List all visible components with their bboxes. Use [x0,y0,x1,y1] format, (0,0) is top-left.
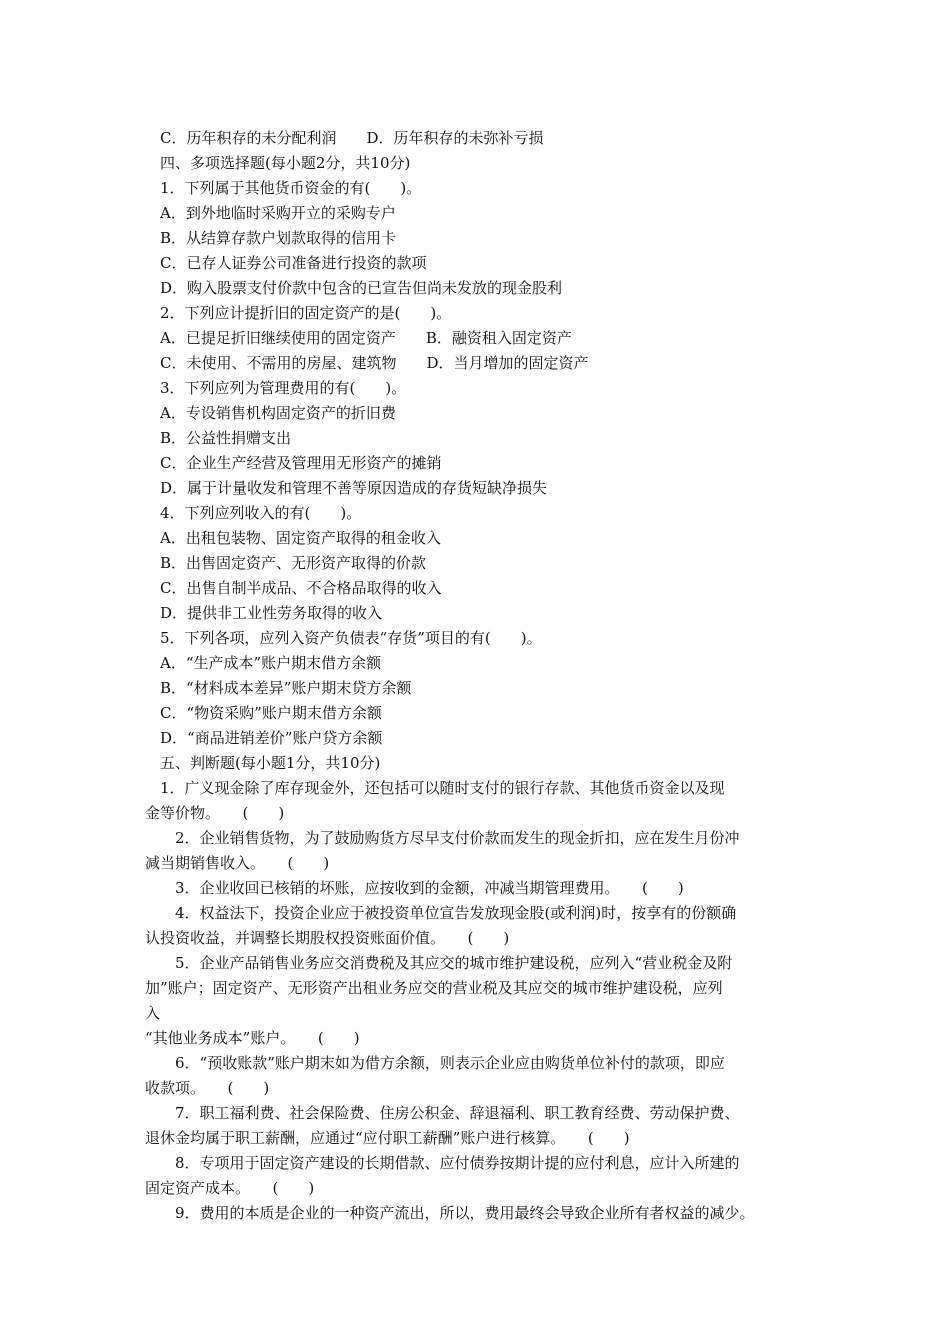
option: D．属于计量收发和管理不善等原因造成的存货短缺净损失 [160,479,548,497]
option: B．公益性捐赠支出 [160,429,292,447]
option: C．已存人证券公司准备进行投资的款项 [160,254,427,272]
statement-continued: 退休金均属于职工薪酬，应通过“应付职工薪酬”账户进行核算。 ( ) [145,1129,630,1147]
statement-continued: 减当期销售收入。 ( ) [145,854,330,872]
option: C．未使用、不需用的房屋、建筑物 D．当月增加的固定资产 [160,354,589,372]
option: D．购入股票支付价款中包含的已宣告但尚未发放的现金股利 [160,279,563,297]
question: 3．下列应列为管理费用的有( )。 [160,379,407,397]
option: A．已提足折旧继续使用的固定资产 B．融资租入固定资产 [160,329,572,347]
statement: 9．费用的本质是企业的一种资产流出，所以，费用最终会导致企业所有者权益的减少。 [175,1204,755,1222]
question: 1．下列属于其他货币资金的有( )。 [160,179,422,197]
option: C．企业生产经营及管理用无形资产的摊销 [160,454,442,472]
option: A．到外地临时采购开立的采购专户 [160,204,396,222]
question: 5．下列各项，应列入资产负债表“存货”项目的有( )。 [160,629,542,647]
text-line: C．历年积存的未分配利润 D．历年积存的未弥补亏损 [160,129,544,147]
option: B．从结算存款户划款取得的信用卡 [160,229,397,247]
statement-continued: 收款项。 ( ) [145,1079,270,1097]
option: B．“材料成本差异”账户期末贷方余额 [160,679,412,697]
statement: 1．广义现金除了库存现金外，还包括可以随时支付的银行存款、其他货币资金以及现 [160,779,725,797]
option: C．“物资采购”账户期末借方余额 [160,704,382,722]
option: D．提供非工业性劳务取得的收入 [160,604,383,622]
statement-continued: 固定资产成本。 ( ) [145,1179,315,1197]
question: 2．下列应计提折旧的固定资产的是( )。 [160,304,452,322]
statement: 3．企业收回已核销的坏账，应按收到的金额，冲减当期管理费用。 ( ) [175,879,684,897]
statement-continued: 加”账户；固定资产、无形资产出租业务应交的营业税及其应交的城市维护建设税，应列 [145,979,723,997]
option: A．专设销售机构固定资产的折旧费 [160,404,396,422]
statement: 5．企业产品销售业务应交消费税及其应交的城市维护建设税，应列入“营业税金及附 [175,954,733,972]
statement: 2．企业销售货物，为了鼓励购货方尽早支付价款而发生的现金折扣，应在发生月份冲 [175,829,740,847]
option: C．出售自制半成品、不合格品取得的收入 [160,579,442,597]
option: A．“生产成本”账户期末借方余额 [160,654,382,672]
statement-continued: 认投资收益，并调整长期股权投资账面价值。 ( ) [145,929,510,947]
question: 4．下列应列收入的有( )。 [160,504,362,522]
statement-continued: 金等价物。 ( ) [145,804,285,822]
section-heading: 四、多项选择题(每小题2分，共10分) [160,154,411,172]
statement: 4．权益法下，投资企业应于被投资单位宣告发放现金股(或利润)时，按享有的份额确 [175,904,737,922]
statement: 7．职工福利费、社会保险费、住房公积金、辞退福利、职工教育经费、劳动保护费、 [175,1104,740,1122]
section-heading: 五、判断题(每小题1分，共10分) [160,754,381,772]
statement: 6．“预收账款”账户期末如为借方余额，则表示企业应由购货单位补付的款项，即应 [175,1054,725,1072]
statement-continued: “其他业务成本”账户。 ( ) [145,1029,360,1047]
statement-continued: 入 [145,1004,161,1022]
option: D．“商品进销差价”账户贷方余额 [160,729,383,747]
statement: 8．专项用于固定资产建设的长期借款、应付债券按期计提的应付利息，应计入所建的 [175,1154,740,1172]
option: A．出租包装物、固定资产取得的租金收入 [160,529,441,547]
option: B．出售固定资产、无形资产取得的价款 [160,554,427,572]
